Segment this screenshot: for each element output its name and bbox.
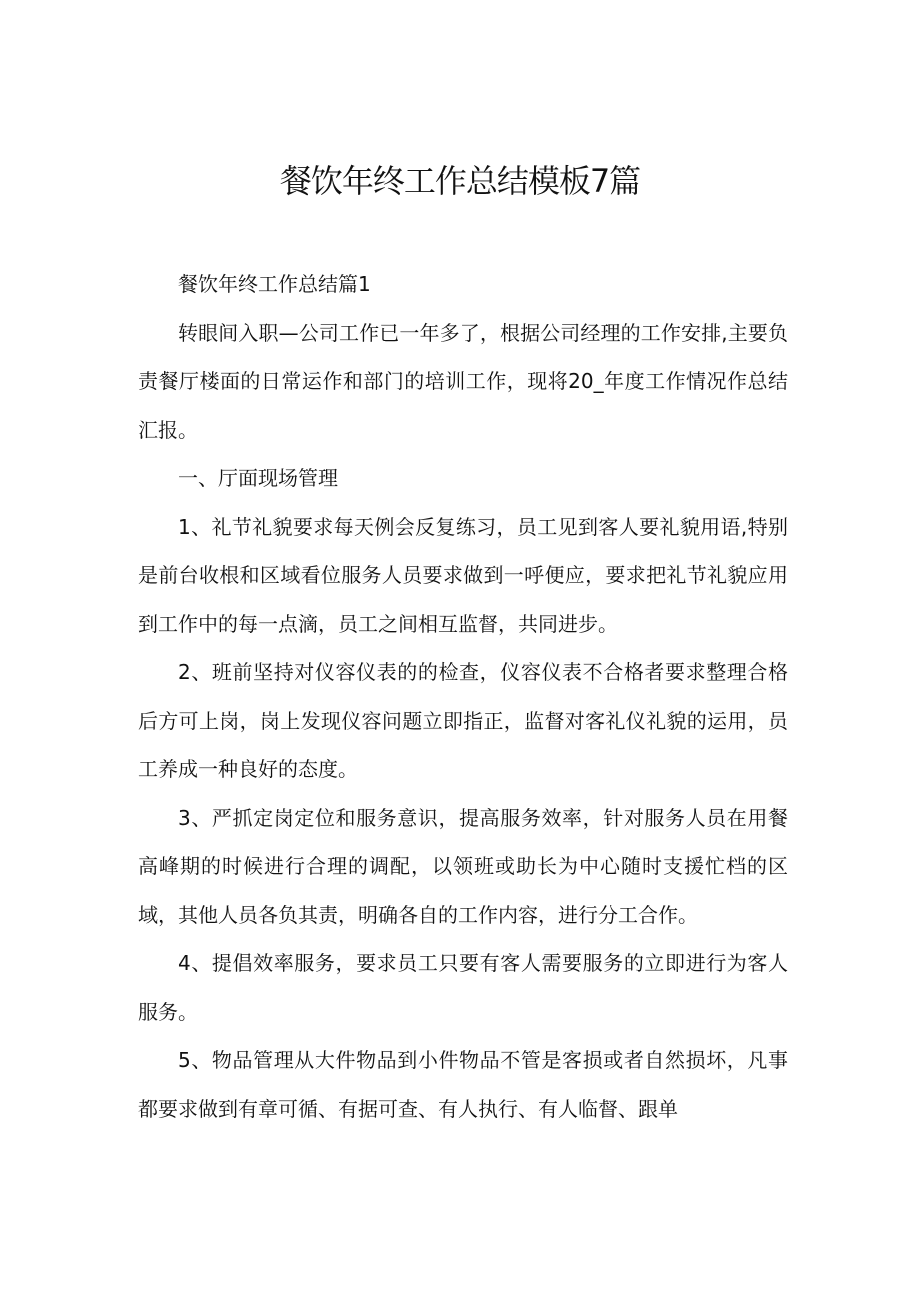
paragraph-item-4: 4、提倡效率服务，要求员工只要有客人需要服务的立即进行为客人服务。: [138, 951, 788, 1024]
paragraph-item-3: 3、严抓定岗定位和服务意识，提高服务效率，针对服务人员在用餐高峰期的时候进行合理的调配，以领班或助长为中心随时支援忙档的区域，其他人员各负其责，明确各自的工作内容，进行分工合作。: [138, 805, 788, 927]
intro-paragraph: 转眼间入职—公司工作已一年多了，根据公司经理的工作安排,主要负责餐厅楼面的日常运作和部门的培训工作，现将20_年度工作情况作总结汇报。: [138, 320, 788, 442]
document-body: [138, 260, 788, 1133]
section-heading: 餐饮年终工作总结篇1: [178, 272, 371, 296]
paragraph-item-5: 5、物品管理从大件物品到小件物品不管是客损或者自然损坏，凡事都要求做到有章可循、有据可查、有人执行、有人临督、跟单: [138, 1048, 788, 1121]
subsection-heading: 一、厅面现场管理: [178, 466, 338, 490]
paragraph-item-1: 1、礼节礼貌要求每天例会反复练习，员工见到客人要礼貌用语,特别是前台收根和区域看位服务人员要求做到一呼便应，要求把礼节礼貌应用到工作中的每一点滴，员工之间相互监督，共同进步。: [138, 514, 788, 636]
document-title: 餐饮年终工作总结模板7篇: [279, 162, 641, 200]
paragraph-item-2: 2、班前坚持对仪容仪表的的检查，仪容仪表不合格者要求整理合格后方可上岗，岗上发现仪容问题立即指正，监督对客礼仪礼貌的运用，员工养成一种良好的态度。: [138, 660, 788, 781]
